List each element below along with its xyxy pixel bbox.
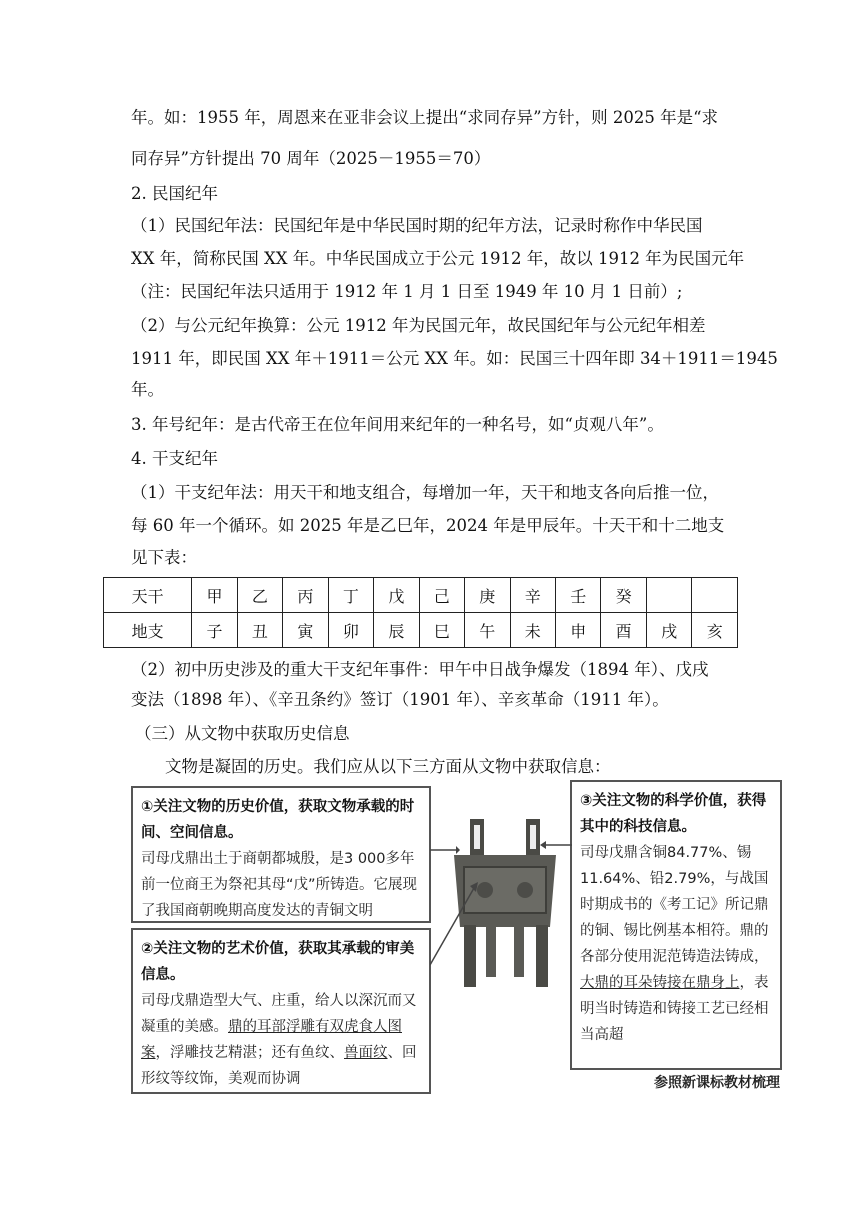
box-history-body: 司母戊鼎出土于商朝都城殷，是3 000多年前一位商王为祭祀其母“戊”所铸造。它展现了我国商朝晚期高度发达的青铜文明 — [141, 851, 418, 919]
table-cell: 寅 — [283, 613, 328, 648]
section-heading-ganzhi: 4. 干支纪年 — [131, 449, 218, 468]
source-note: 参照新课标教材梳理 — [654, 1075, 780, 1091]
text-line-13: 每 60 年一个循环。如 2025 年是乙巳年，2024 年是甲辰年。十天干和十二地支 — [131, 516, 725, 535]
table-cell: 辰 — [374, 613, 419, 648]
table-row-tiangan — [104, 578, 738, 613]
text-line-4: （1）民国纪年法：民国纪年是中华民国时期的纪年方法，记录时称作中华民国 — [131, 216, 703, 235]
table-cell: 天干 — [104, 578, 192, 613]
ganzhi-table — [103, 577, 738, 648]
text-line-2: 同存异”方针提出 70 周年（2025－1955＝70） — [131, 149, 491, 168]
text-line-6: （注：民国纪年法只适用于 1912 年 1 月 1 日至 1949 年 10 月 1 日前）; — [131, 282, 683, 301]
table-row-dizhi — [104, 613, 738, 648]
underline-text: 大鼎的耳朵铸接在鼎身上 — [580, 975, 740, 991]
text-line-5: XX 年，简称民国 XX 年。中华民国成立于公元 1912 年，故以 1912 年为民国元年 — [131, 249, 745, 268]
table-cell: 午 — [465, 613, 510, 648]
table-cell: 己 — [419, 578, 464, 613]
text-line-after-1: （2）初中历史涉及的重大干支纪年事件：甲午中日战争爆发（1894 年）、戊戌 — [131, 660, 709, 679]
section-heading-wenwu: （三）从文物中获取历史信息 — [135, 724, 350, 743]
box-science-value — [570, 780, 782, 1070]
table-cell: 辛 — [510, 578, 555, 613]
table-cell — [692, 578, 738, 613]
box-art-heading: ②关注文物的艺术价值，获取其承载的审美信息。 — [141, 941, 415, 983]
table-cell: 卯 — [328, 613, 373, 648]
table-cell: 未 — [510, 613, 555, 648]
text-line-12: （1）干支纪年法：用天干和地支组合，每增加一年，天干和地支各向后推一位， — [131, 483, 719, 502]
arrow-history — [430, 840, 460, 860]
table-cell: 子 — [192, 613, 237, 648]
text-line-9: 年。 — [131, 380, 164, 399]
underline-text: 兽面纹 — [344, 1045, 388, 1061]
table-cell: 壬 — [555, 578, 600, 613]
ding-leg — [514, 927, 524, 977]
table-cell: 庚 — [465, 578, 510, 613]
box-science-body: 司母戊鼎含铜84.77%、锡11.64%、铅2.79%，与战国时期成书的《考工记》所记鼎的铜、锡比例基本相符。鼎的各部分使用泥范铸造法铸成，大鼎的耳朵铸接在鼎身上，表明当时铸造和铸接工艺已经相当高超 — [580, 845, 769, 1043]
table-cell: 地支 — [104, 613, 192, 648]
table-cell: 巳 — [419, 613, 464, 648]
table-cell: 亥 — [692, 613, 738, 648]
underline-text: 鼎的耳部浮雕有双虎食人图案 — [141, 1019, 402, 1061]
text-line-14: 见下表： — [131, 548, 197, 567]
section-heading-nianhao: 3. 年号纪年：是古代帝王在位年间用来纪年的一种名号，如“贞观八年”。 — [131, 415, 664, 434]
text-line-7: （2）与公元纪年换算：公元 1912 年为民国元年，故民国纪年与公元纪年相差 — [131, 316, 706, 335]
intro-text: 文物是凝固的历史。我们应从以下三方面从文物中获取信息： — [165, 757, 611, 776]
box-science-heading: ③关注文物的科学价值，获得其中的科技信息。 — [580, 793, 767, 835]
box-history-value — [131, 786, 431, 923]
table-cell: 癸 — [601, 578, 646, 613]
text-line-after-2: 变法（1898 年）、《辛丑条约》签订（1901 年）、辛亥革命（1911 年）。 — [131, 690, 669, 709]
ding-leg — [486, 927, 496, 977]
box-history-heading: ①关注文物的历史价值，获取文物承载的时间、空间信息。 — [141, 799, 415, 841]
table-cell: 酉 — [601, 613, 646, 648]
table-cell: 申 — [555, 613, 600, 648]
arrow-art — [430, 880, 480, 970]
table-cell: 戌 — [646, 613, 691, 648]
table-cell: 丁 — [328, 578, 373, 613]
box-art-body: 司母戊鼎造型大气、庄重，给人以深沉而又凝重的美感。鼎的耳部浮雕有双虎食人图案，浮雕技艺精湛；还有鱼纹、兽面纹、回形纹等纹饰，美观而协调 — [141, 993, 417, 1087]
ding-leg — [536, 925, 548, 987]
text-line-8: 1911 年，即民国 XX 年＋1911＝公元 XX 年。如：民国三十四年即 34＋1911＝1945 — [131, 349, 778, 368]
table-cell: 丑 — [237, 613, 282, 648]
text-line-1: 年。如：1955 年，周恩来在亚非会议上提出“求同存异”方针，则 2025 年是“求 — [131, 108, 719, 127]
box-art-value — [131, 928, 431, 1094]
arrow-science — [540, 835, 572, 855]
table-cell: 戊 — [374, 578, 419, 613]
section-heading-minguo: 2. 民国纪年 — [131, 184, 218, 203]
table-cell: 丙 — [283, 578, 328, 613]
table-cell: 乙 — [237, 578, 282, 613]
table-cell: 甲 — [192, 578, 237, 613]
table-cell — [646, 578, 691, 613]
